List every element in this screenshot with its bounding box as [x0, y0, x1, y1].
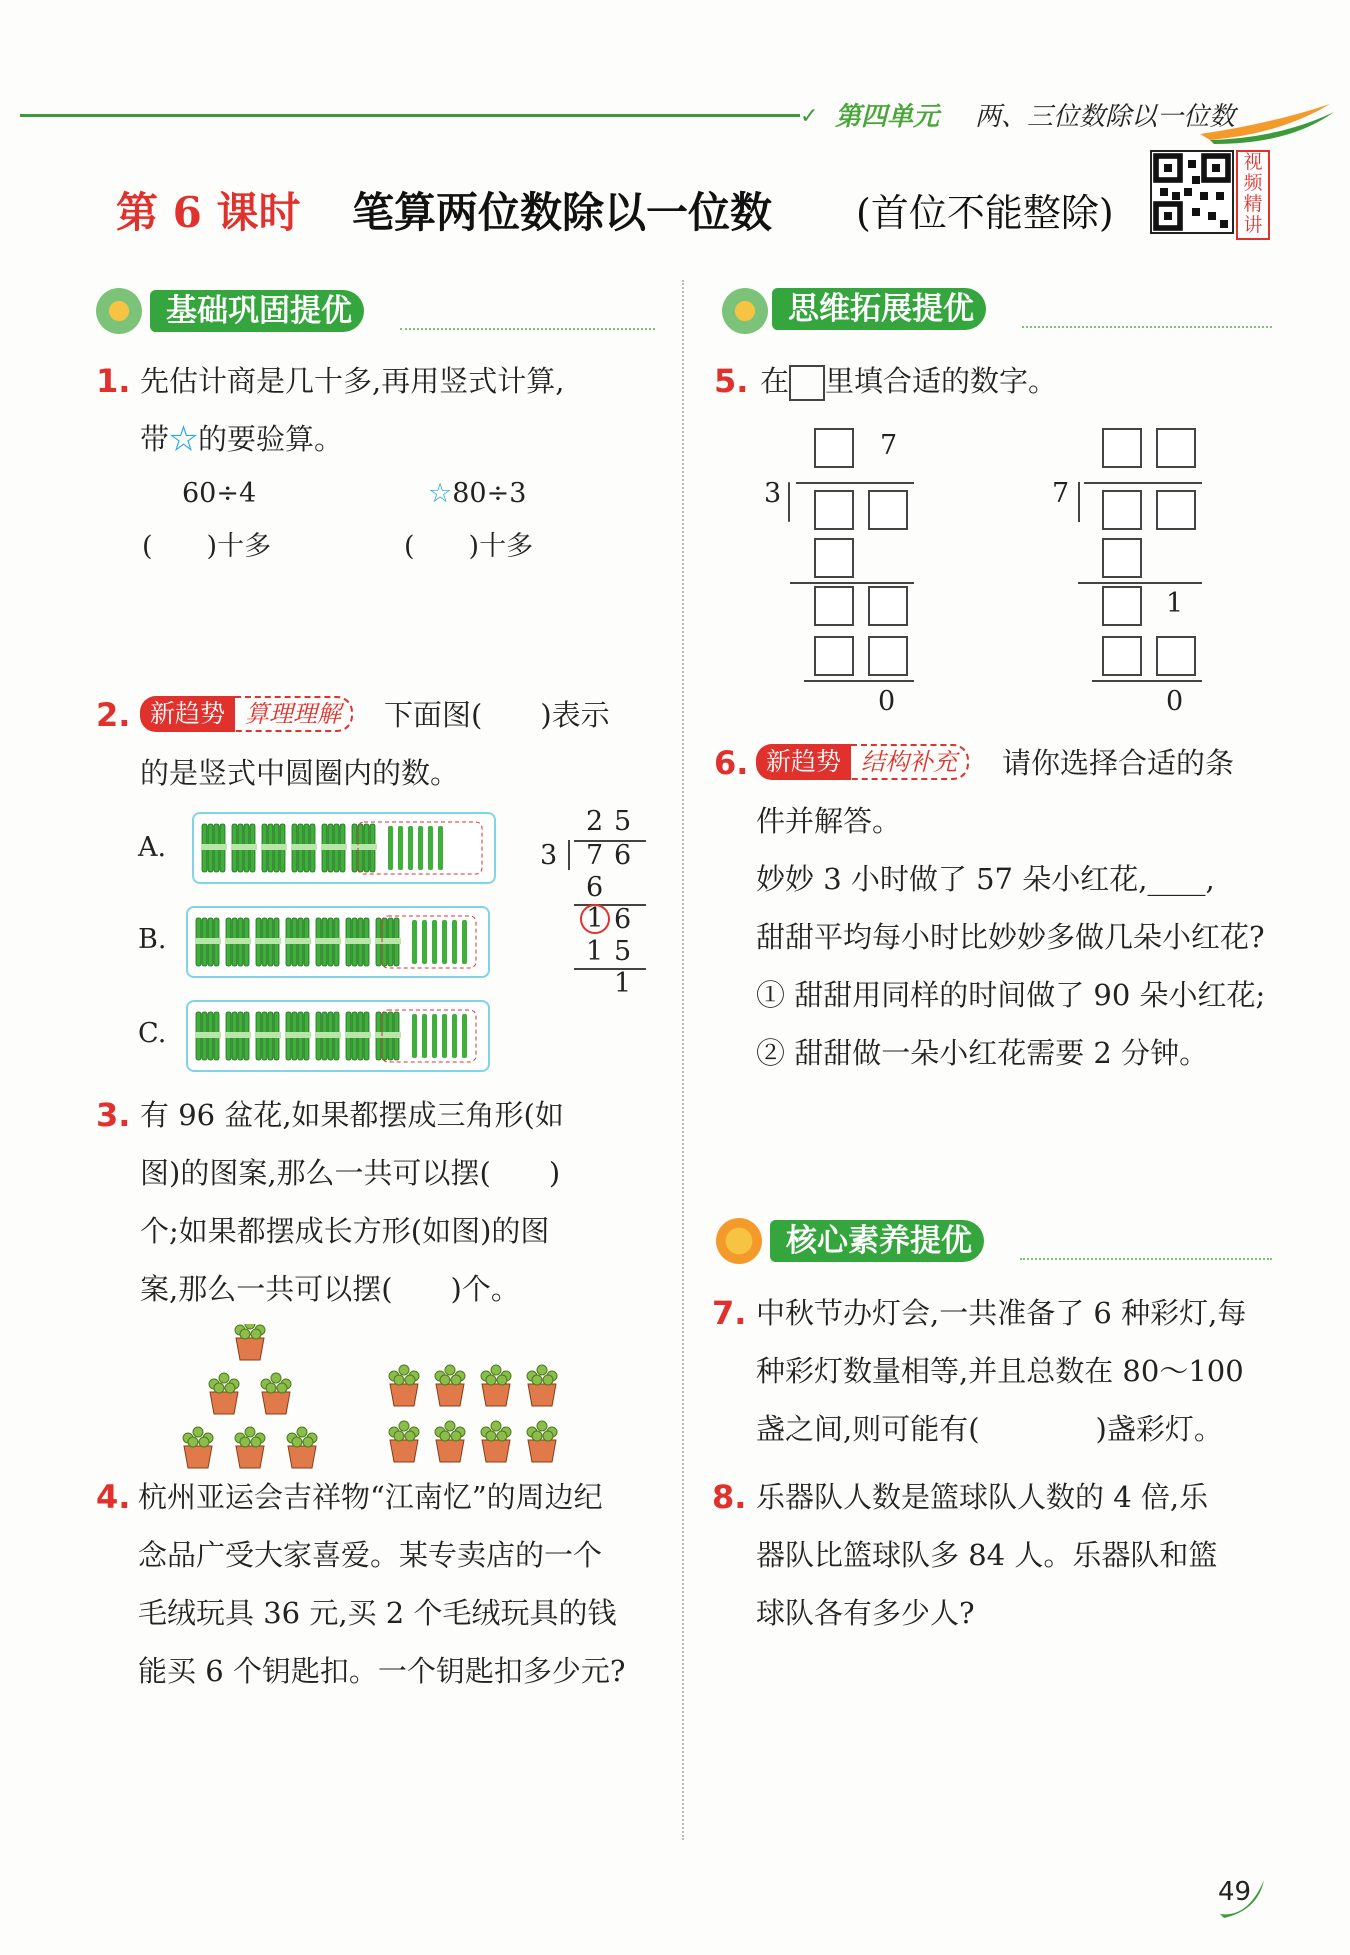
stick-bundle-icon	[345, 918, 371, 966]
stick-bundle-icon	[321, 824, 347, 872]
flowerpot-icon	[389, 1365, 419, 1406]
option-b-image[interactable]	[186, 906, 490, 978]
stick-bundles	[194, 814, 494, 882]
lesson-subtitle: (首位不能整除)	[856, 191, 1114, 235]
division-bar	[796, 482, 914, 484]
q5-right-remainder: 0	[1166, 686, 1184, 717]
rectangle-flowerpots	[380, 1360, 570, 1470]
q1-line2b: 的要验算。	[198, 422, 344, 456]
header-rule	[20, 114, 800, 117]
lesson-title: 笔算两位数除以一位数	[352, 188, 773, 237]
single-stick-icon	[462, 920, 467, 964]
division-bracket	[568, 840, 570, 870]
answer-box[interactable]	[868, 636, 908, 676]
q6-number: 6.	[714, 744, 749, 782]
answer-box[interactable]	[814, 490, 854, 530]
single-stick-icon	[422, 1014, 427, 1058]
q2-text-b: 的是竖式中圆圈内的数。	[140, 756, 460, 790]
section-basic: 基础巩固提优	[150, 290, 364, 332]
single-stick-icon	[428, 826, 433, 870]
step-line	[1078, 582, 1202, 584]
stick-bundle-icon	[375, 918, 401, 966]
single-stick-icon	[462, 1014, 467, 1058]
flowerpot-icon	[435, 1421, 465, 1462]
lesson-number: 第 6 课时	[116, 188, 301, 237]
q1-expr2: 80÷3	[452, 478, 527, 509]
answer-box[interactable]	[1156, 428, 1196, 468]
single-stick-icon	[452, 1014, 457, 1058]
single-stick-icon	[388, 826, 393, 870]
q1-line1: 先估计商是几十多,再用竖式计算,	[140, 364, 565, 398]
q3-number: 3.	[96, 1096, 131, 1134]
section-divider	[1022, 326, 1272, 328]
flowerpot-icon	[527, 1365, 557, 1406]
q5-left-divisor: 3	[764, 478, 782, 509]
stick-bundle-icon	[195, 918, 221, 966]
q6-line1: 妙妙 3 小时做了 57 朵小红花,____,	[756, 862, 1215, 896]
stick-bundle-icon	[315, 918, 341, 966]
q4-line4: 能买 6 个钥匙扣。一个钥匙扣多少元?	[138, 1654, 626, 1688]
answer-box[interactable]	[868, 586, 908, 626]
q4-line2: 念品广受大家喜爱。某专卖店的一个	[138, 1538, 603, 1572]
blank-box-icon	[789, 365, 825, 401]
q1-number: 1.	[96, 362, 131, 400]
stick-bundle-icon	[351, 824, 377, 872]
stick-bundle-icon	[225, 1012, 251, 1060]
flowerpot-icon	[481, 1365, 511, 1406]
q3-line3: 个;如果都摆成长方形(如图)的图	[140, 1214, 550, 1248]
q8-line1: 乐器队人数是篮球队人数的 4 倍,乐	[756, 1480, 1209, 1514]
single-stick-icon	[432, 1014, 437, 1058]
step-line	[1092, 680, 1202, 682]
q8-line2: 器队比篮球队多 84 人。乐器队和篮	[756, 1538, 1218, 1572]
division-bar	[574, 840, 646, 842]
gear-icon	[96, 288, 142, 334]
single-stick-icon	[418, 826, 423, 870]
option-c-label[interactable]: C.	[138, 1018, 167, 1049]
section-core: 核心素养提优	[770, 1220, 984, 1262]
page-swoosh-icon	[1218, 1870, 1268, 1920]
answer-box[interactable]	[1102, 636, 1142, 676]
division-bracket	[788, 482, 790, 522]
unit-title: 两、三位数除以一位数	[975, 102, 1236, 132]
flowerpot-icon	[287, 1427, 317, 1468]
dividend-ones: 6	[614, 840, 632, 871]
q6-tag-trend: 新趋势	[756, 744, 851, 780]
sprout-icon	[722, 288, 768, 334]
stick-bundles	[188, 1002, 488, 1070]
q4-number: 4.	[96, 1478, 131, 1516]
division-bracket	[1078, 482, 1080, 522]
flowerpot-icon	[261, 1373, 291, 1414]
option-a-image[interactable]	[192, 812, 496, 884]
q7-line3: 盏之间,则可能有( )盏彩灯。	[756, 1412, 1223, 1446]
answer-box[interactable]	[814, 636, 854, 676]
section-thinking: 思维拓展提优	[772, 288, 986, 330]
q1-line2a: 带	[140, 422, 170, 456]
stick-bundle-icon	[261, 824, 287, 872]
flowerpot-icon	[183, 1427, 213, 1468]
quotient-ones: 5	[614, 806, 632, 837]
answer-box[interactable]	[868, 490, 908, 530]
flowerpot-icon	[235, 1324, 265, 1360]
step2-ones: 5	[614, 936, 632, 967]
option-c-image[interactable]	[186, 1000, 490, 1072]
answer-box[interactable]	[1156, 490, 1196, 530]
stick-bundle-icon	[345, 1012, 371, 1060]
step-remainder: 6	[614, 904, 632, 935]
q4-line3: 毛绒玩具 36 元,买 2 个毛绒玩具的钱	[138, 1596, 617, 1630]
page-number: 49	[1218, 1877, 1252, 1907]
option-b-label[interactable]: B.	[138, 924, 167, 955]
single-stick-icon	[412, 1014, 417, 1058]
single-stick-icon	[452, 920, 457, 964]
division-bar	[1084, 482, 1202, 484]
flowerpot-icon	[481, 1421, 511, 1462]
q6-option2[interactable]: ② 甜甜做一朵小红花需要 2 分钟。	[756, 1036, 1209, 1070]
divisor: 3	[540, 840, 558, 871]
stick-bundle-icon	[285, 1012, 311, 1060]
q7-line2: 种彩灯数量相等,并且总数在 80～100	[756, 1354, 1244, 1388]
answer-box[interactable]	[1102, 490, 1142, 530]
q4-line1: 杭州亚运会吉祥物“江南忆”的周边纪	[138, 1480, 603, 1514]
stick-bundle-icon	[255, 918, 281, 966]
check-icon: ✓	[800, 104, 819, 129]
dividend-tens: 7	[586, 840, 604, 871]
stick-bundle-icon	[255, 1012, 281, 1060]
unit-label: 第四单元	[835, 102, 940, 132]
q2-tag-topic: 算理理解	[235, 696, 353, 732]
q2-text-a: 下面图( )表示	[384, 698, 610, 732]
q3-line2: 图)的图案,那么一共可以摆( )	[140, 1156, 561, 1190]
step2-tens: 1	[586, 936, 604, 967]
trophy-icon	[716, 1218, 762, 1264]
single-stick-icon	[412, 920, 417, 964]
star-icon: ☆	[169, 422, 199, 456]
q5-right-divisor: 7	[1052, 478, 1070, 509]
star-icon: ☆	[428, 478, 453, 509]
option-a-label[interactable]: A.	[138, 832, 167, 863]
flowerpot-icon	[527, 1421, 557, 1462]
answer-box[interactable]	[814, 586, 854, 626]
circled-digit: 1	[580, 904, 610, 934]
q7-line1: 中秋节办灯会,一共准备了 6 种彩灯,每	[756, 1296, 1247, 1330]
step-line	[574, 968, 646, 970]
q1-expr1: 60÷4	[182, 478, 257, 509]
answer-box[interactable]	[814, 538, 854, 578]
q3-line4: 案,那么一共可以摆( )个。	[140, 1272, 520, 1306]
q2-number: 2.	[96, 696, 131, 734]
stick-bundle-icon	[195, 1012, 221, 1060]
answer-box[interactable]	[1102, 428, 1142, 468]
q5-text-a: 在	[760, 364, 790, 398]
single-stick-icon	[442, 920, 447, 964]
q2-tag-trend: 新趋势	[140, 696, 235, 732]
final-remainder: 1	[614, 968, 632, 999]
q1-answer1[interactable]: ( )十多	[142, 531, 272, 562]
single-stick-icon	[442, 1014, 447, 1058]
video-label: 视频精讲	[1236, 150, 1270, 240]
q7-number: 7.	[712, 1294, 747, 1332]
single-stick-icon	[432, 920, 437, 964]
stick-bundle-icon	[201, 824, 227, 872]
step-line	[574, 904, 646, 906]
stick-bundle-icon	[375, 1012, 401, 1060]
stick-bundle-icon	[291, 824, 317, 872]
section-divider	[400, 328, 655, 330]
q1-answer2[interactable]: ( )十多	[404, 531, 534, 562]
q5-left-quotient: 7	[880, 430, 898, 461]
q6-tag-topic: 结构补充	[851, 744, 969, 780]
step-product: 6	[586, 872, 604, 903]
stick-bundle-icon	[285, 918, 311, 966]
stick-bundles	[188, 908, 488, 976]
qr-code-icon[interactable]	[1150, 150, 1234, 234]
stick-bundle-icon	[225, 918, 251, 966]
answer-box[interactable]	[814, 428, 854, 468]
column-divider	[682, 280, 684, 1840]
flowerpot-icon	[235, 1427, 265, 1468]
q5-text-b: 里填合适的数字。	[825, 364, 1058, 398]
step-line	[790, 582, 914, 584]
q8-number: 8.	[712, 1478, 747, 1516]
flowerpot-icon	[389, 1421, 419, 1462]
q5-number: 5.	[714, 362, 749, 400]
q3-line1: 有 96 盆花,如果都摆成三角形(如	[140, 1098, 564, 1132]
answer-box[interactable]	[1102, 538, 1142, 578]
swoosh-icon	[1200, 104, 1335, 144]
single-stick-icon	[398, 826, 403, 870]
flowerpot-icon	[209, 1373, 239, 1414]
q6-text-b: 件并解答。	[756, 804, 902, 838]
stick-bundle-icon	[315, 1012, 341, 1060]
q8-line3: 球队各有多少人?	[756, 1596, 975, 1630]
answer-box[interactable]	[1102, 586, 1142, 626]
single-stick-icon	[408, 826, 413, 870]
triangle-flowerpots	[180, 1324, 320, 1474]
q6-option1[interactable]: ① 甜甜用同样的时间做了 90 朵小红花;	[756, 978, 1266, 1012]
step-line	[804, 680, 914, 682]
single-stick-icon	[438, 826, 443, 870]
stick-bundle-icon	[231, 824, 257, 872]
single-stick-icon	[422, 920, 427, 964]
q5-left-remainder: 0	[878, 686, 896, 717]
quotient-tens: 2	[586, 806, 604, 837]
section-divider	[1020, 1258, 1272, 1260]
q5-right-digit: 1	[1166, 588, 1184, 619]
flowerpot-icon	[435, 1365, 465, 1406]
answer-box[interactable]	[1156, 636, 1196, 676]
q6-line2: 甜甜平均每小时比妙妙多做几朵小红花?	[756, 920, 1265, 954]
q6-text-a: 请你选择合适的条	[1002, 746, 1235, 780]
